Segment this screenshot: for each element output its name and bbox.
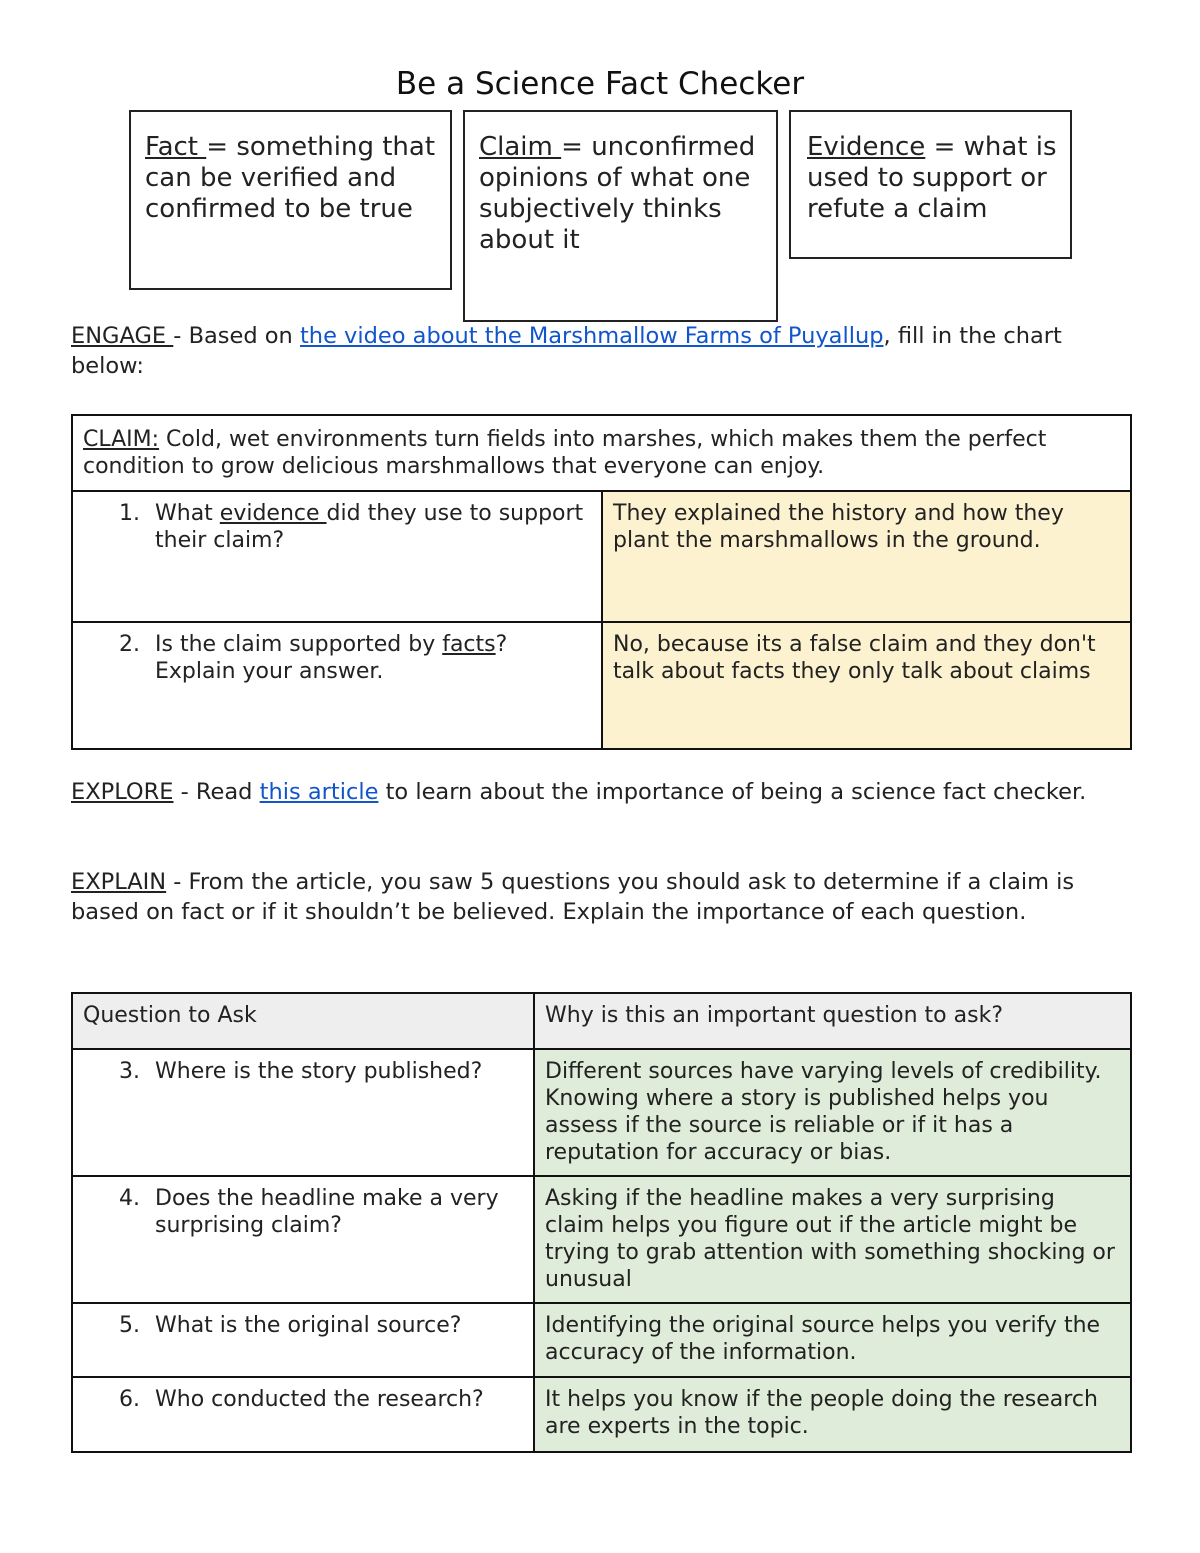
explain-label: EXPLAIN: [71, 869, 167, 895]
claim-text: Cold, wet environments turn fields into marshes, which makes them the perfect condition to grow delicious marshmallows that everyone can enjoy.: [83, 427, 1047, 479]
engage-paragraph: [71, 321, 1136, 381]
answer-cell[interactable]: They explained the history and how they plant the marshmallows in the ground.: [602, 491, 1131, 622]
column-header: Question to Ask: [72, 993, 534, 1049]
definition-text-evidence: = what is used to support or refute a claim: [807, 132, 1057, 224]
definition-term-claim: Claim: [479, 132, 562, 162]
answer-cell[interactable]: Different sources have varying levels of credibility. Knowing where a story is published helps you assess if the source is reliable or if it has a reputation for accuracy or bias.: [534, 1049, 1131, 1176]
definition-text-fact: = something that can be verified and confirmed to be true: [145, 132, 436, 224]
question-cell: [72, 1377, 534, 1452]
claim-cell: [72, 415, 1131, 491]
question-emphasis: evidence: [219, 501, 327, 526]
question-text: What is the original source?: [155, 1313, 462, 1338]
question-text: Is the claim supported by: [155, 632, 443, 657]
answer-cell[interactable]: No, because its a false claim and they don't talk about facts they only talk about claims: [602, 622, 1131, 749]
explore-label: EXPLORE: [71, 779, 174, 805]
question-number: 2.: [119, 632, 140, 657]
question-number: 5.: [119, 1313, 140, 1338]
table-row: [72, 1377, 1131, 1452]
question-cell: [72, 1049, 534, 1176]
explore-article-link[interactable]: this article: [259, 779, 379, 805]
explain-paragraph: [71, 867, 1136, 927]
question-text: ? Explain your answer.: [155, 632, 508, 684]
page-title: Be a Science Fact Checker: [395, 66, 805, 102]
answer-cell[interactable]: Asking if the headline makes a very surprising claim helps you figure out if the article might be trying to grab attention with something shocking or unusual: [534, 1176, 1131, 1303]
table-header-row: [72, 993, 1131, 1049]
question-text: did they use to support their claim?: [155, 501, 584, 553]
definition-term-fact: Fact: [145, 132, 207, 162]
claim-label: CLAIM:: [83, 427, 160, 452]
definition-box-evidence: [789, 110, 1072, 259]
column-header: Why is this an important question to ask?: [534, 993, 1131, 1049]
question-number: 3.: [119, 1059, 140, 1084]
definition-box-fact: [129, 110, 452, 290]
question-text: What: [155, 501, 220, 526]
answer-cell[interactable]: Identifying the original source helps you verify the accuracy of the information.: [534, 1303, 1131, 1377]
table-row: [72, 622, 1131, 749]
question-number: 4.: [119, 1186, 140, 1211]
explore-text-before: - Read: [173, 779, 260, 805]
explore-paragraph: [71, 777, 1136, 807]
question-emphasis: facts: [442, 632, 496, 657]
definition-text-claim: = unconfirmed opinions of what one subjectively thinks about it: [479, 132, 756, 255]
answer-cell[interactable]: It helps you know if the people doing the research are experts in the topic.: [534, 1377, 1131, 1452]
question-cell: [72, 1303, 534, 1377]
engage-table: [71, 414, 1132, 750]
question-cell: [72, 622, 602, 749]
table-row: [72, 1303, 1131, 1377]
question-text: Does the headline make a very surprising claim?: [155, 1186, 499, 1238]
table-row: [72, 1049, 1131, 1176]
engage-text-after: , fill in the chart below:: [71, 323, 1062, 379]
explore-text-after: to learn about the importance of being a science fact checker.: [378, 779, 1087, 805]
table-row: [72, 491, 1131, 622]
engage-text-before: - Based on: [173, 323, 300, 349]
definition-term-evidence: Evidence: [807, 132, 926, 162]
definition-box-claim: [463, 110, 778, 322]
explain-text: - From the article, you saw 5 questions you should ask to determine if a claim is based on fact or if it shouldn’t be believed. Explain the importance of each question.: [71, 869, 1075, 925]
question-cell: [72, 491, 602, 622]
engage-label: ENGAGE: [71, 323, 174, 349]
engage-video-link[interactable]: the video about the Marshmallow Farms of Puyallup: [299, 323, 884, 349]
question-text: Who conducted the research?: [155, 1387, 484, 1412]
question-number: 1.: [119, 501, 140, 526]
table-row: [72, 1176, 1131, 1303]
explain-table: [71, 992, 1132, 1453]
question-number: 6.: [119, 1387, 140, 1412]
question-cell: [72, 1176, 534, 1303]
question-text: Where is the story published?: [155, 1059, 483, 1084]
